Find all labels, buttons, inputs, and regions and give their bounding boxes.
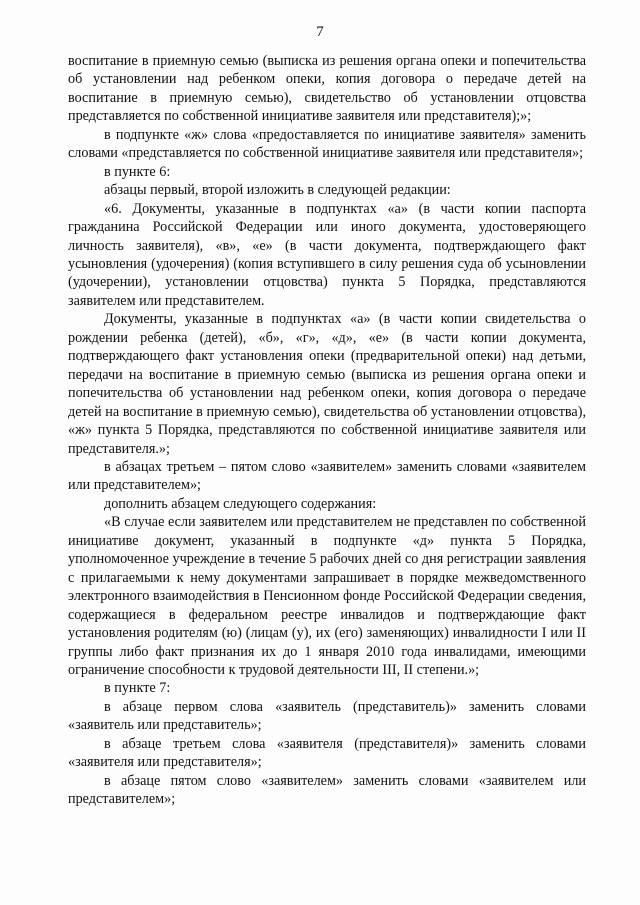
paragraph: дополнить абзацем следующего содержания: <box>104 495 377 512</box>
paragraph: «В случае если заявителем или представителем не представлен по собственной инициативе документ, указанный в подпункте «д» пункта 5 Порядка, уполномоченное учреждение в течение 5 рабочих дней со дня регистрации заявления с прилагаемыми к нему документами запрашивает в порядке межведомственного электронного взаимодействия в Пенсионном фонде Российской Федерации сведения, содержащиеся в федеральном реестре инвалидов и подтверждающие факт установления родителям (ю) (лицам (у), их (его) заменяющих) инвалидности I или II группы либо факт признания их до 1 января 2010 года инвалидами, имеющими ограничение способности к трудовой деятельности III, II степени.»; <box>68 514 586 678</box>
paragraph: абзацы первый, второй изложить в следующей редакции: <box>104 182 451 199</box>
paragraph: в абзацах третьем – пятом слово «заявителем» заменить словами «заявителем или представителем»; <box>68 458 586 494</box>
paragraph: Документы, указанные в подпунктах «а» (в части копии свидетельства о рождении ребенка (детей), «б», «г», «д», «е» (в части копии документа, подтверждающего факт установления опеки (предварительной опеки) над детьми, передачи на воспитание в приемную семью (выписка из решения органа опеки и попечительства об установлении над ребенком опеки, копия договора о передаче детей на воспитание в приемную семью), свидетельства об установлении отцовства), «ж» пункта 5 Порядка, представляются по собственной инициативе заявителя или представителя.»; <box>68 311 586 457</box>
paragraph: в пункте 6: <box>104 163 171 180</box>
paragraph: в абзаце третьем слова «заявителя (представителя)» заменить словами «заявителя или представителя»; <box>68 735 586 771</box>
paragraph: в подпункте «ж» слова «предоставляется по инициативе заявителя» заменить словами «представляется по собственной инициативе заявителя или представителя»; <box>68 126 586 162</box>
paragraph: в абзаце первом слова «заявитель (представитель)» заменить словами «заявитель или представитель»; <box>68 698 586 734</box>
paragraph: «6. Документы, указанные в подпунктах «а» (в части копии паспорта гражданина Российской Федерации или иного документа, удостоверяющего личность заявителя), «в», «е» (в части документа, подтверждающего факт усыновления (удочерения) (копия вступившего в силу решения суда об усыновлении (удочерении), установлении отцовства) пункта 5 Порядка, представляются заявителем или представителем. <box>68 200 586 309</box>
page-number: 7 <box>316 24 324 40</box>
paragraph-continuation: воспитание в приемную семью (выписка из решения органа опеки и попечительства об установлении над ребенком опеки, копия договора о передаче детей на воспитание в приемную семью), свидетельство об установлении отцовства представляется по собственной инициативе заявителя или представителя);»; <box>68 53 586 125</box>
paragraph: в пункте 7: <box>104 680 171 697</box>
paragraph: в абзаце пятом слово «заявителем» заменить словами «заявителем или представителем»; <box>68 772 586 808</box>
document-body <box>68 52 586 809</box>
